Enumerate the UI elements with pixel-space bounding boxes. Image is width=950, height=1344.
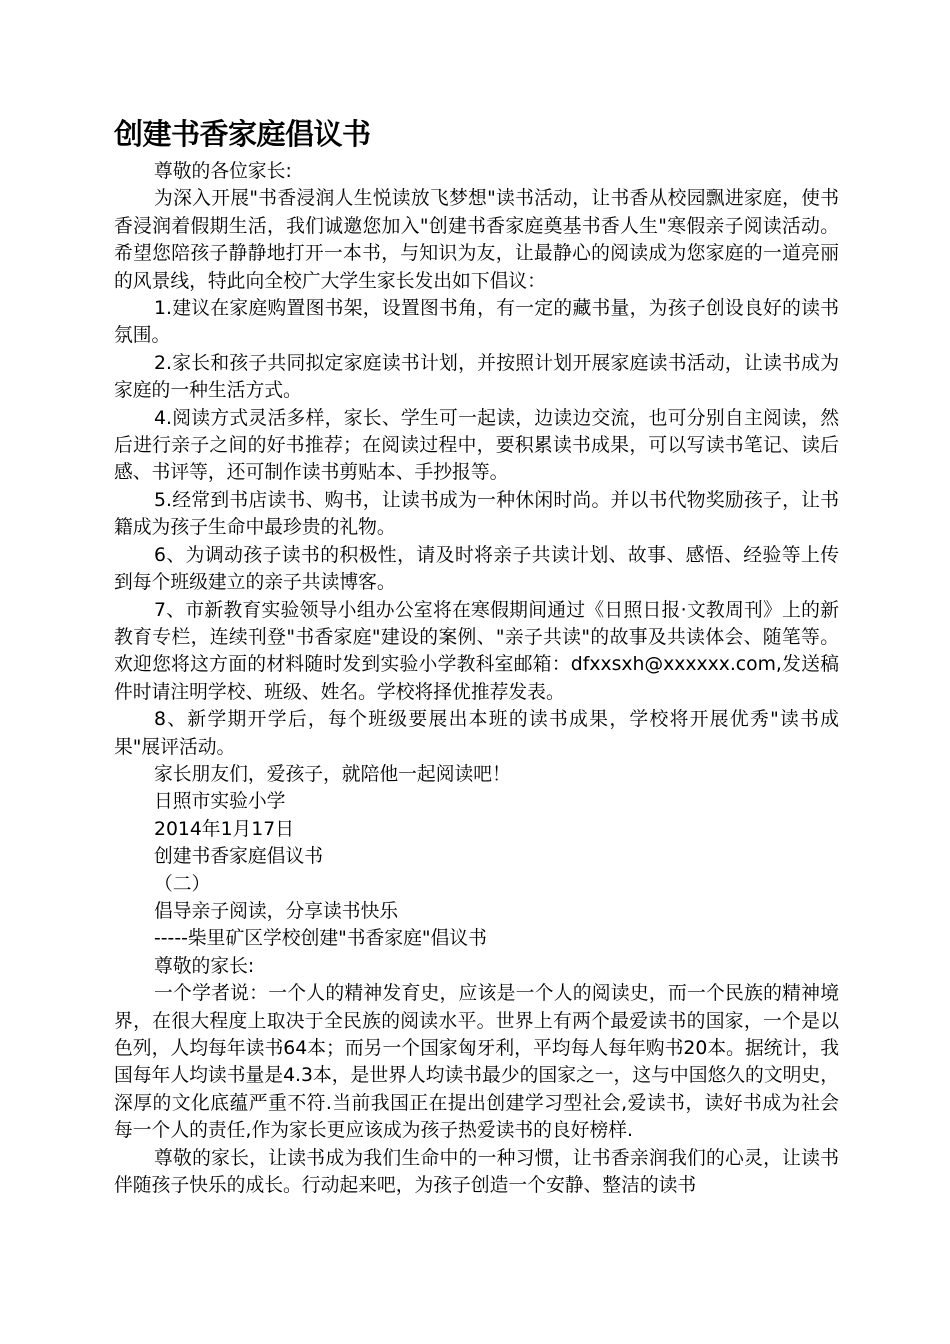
proposal-item-5: 5.经常到书店读书、购书，让读书成为一种休闲时尚。并以书代物奖励孩子，让书籍成为孩子生命中最珍贵的礼物。 [114,489,839,539]
proposal-item-2: 2.家长和孩子共同拟定家庭读书计划，并按照计划开展家庭读书活动，让读书成为家庭的一种生活方式。 [114,352,839,402]
proposal-item-1: 1.建议在家庭购置图书架，设置图书角，有一定的藏书量，为孩子创设良好的读书氛围。 [114,298,839,347]
body-paragraph-1: 一个学者说：一个人的精神发育史，应该是一个人的阅读史，而一个民族的精神境界，在很大程度上取决于全民族的阅读水平。世界上有两个最爱读书的国家，一个是以色列，人均每年读书64本；而另一个国家匈牙利，平均每人每年购书20本。据统计，我国每年人均读书量是4.3本，是世界人均读书最少的国家之一，这与中国悠久的文明史，深厚的文化底蕴严重不符.当前我国正在提出创建学习型社会,爱读书，读好书成为社会每一个人的责任,作为家长更应该成为孩子热爱读书的良好榜样. [114,983,839,1142]
signature-school: 日照市实验小学 [154,791,286,813]
signature-date: 2014年1月17日 [154,818,294,840]
intro-paragraph: 为深入开展"书香浸润人生悦读放飞梦想"读书活动，让书香从校园飘进家庭，使书香浸润着假期生活，我们诚邀您加入"创建书香家庭奠基书香人生"寒假亲子阅读活动。希望您陪孩子静静地打开一本书，与知识为友，让最静心的阅读成为您家庭的一道亮丽的风景线，特此向全校广大学生家长发出如下倡议： [114,188,839,292]
closing-line: 家长朋友们，爱孩子，就陪他一起阅读吧！ [154,763,511,785]
document-page [114,112,839,1199]
proposal-item-7: 7、市新教育实验领导小组办公室将在寒假期间通过《日照日报·文教周刊》上的新教育专栏，连续刊登"书香家庭"建设的案例、"亲子共读"的故事及共读体会、随笔等。欢迎您将这方面的材料随时发到实验小学教科室邮箱：dfxxsxh@xxxxxx.com,发送稿件时请注明学校、班级、姓名。学校将择优推荐发表。 [114,599,839,703]
section-subheading: -----柴里矿区学校创建"书香家庭"倡议书 [154,928,487,950]
salutation: 尊敬的各位家长: [154,161,292,182]
section-heading: 倡导亲子阅读，分享读书快乐 [154,900,399,922]
section-number: （二） [154,873,211,895]
document-title: 创建书香家庭倡议书 [114,117,371,151]
section-title: 创建书香家庭倡议书 [154,846,324,868]
proposal-item-6: 6、为调动孩子读书的积极性，请及时将亲子共读计划、故事、感悟、经验等上传到每个班级建立的亲子共读博客。 [114,544,839,594]
proposal-item-8: 8、新学期开学后，每个班级要展出本班的读书成果，学校将开展优秀"读书成果"展评活动。 [114,709,839,758]
salutation-2: 尊敬的家长: [154,955,255,977]
proposal-item-4: 4.阅读方式灵活多样，家长、学生可一起读，边读边交流，也可分别自主阅读，然后进行亲子之间的好书推荐；在阅读过程中，要积累读书成果，可以写读书笔记、读后感、书评等，还可制作读书剪贴本、手抄报等。 [114,407,839,484]
body-paragraph-2: 尊敬的家长，让读书成为我们生命中的一种习惯，让书香亲润我们的心灵，让读书伴随孩子快乐的成长。行动起来吧，为孩子创造一个安静、整洁的读书 [114,1147,839,1197]
